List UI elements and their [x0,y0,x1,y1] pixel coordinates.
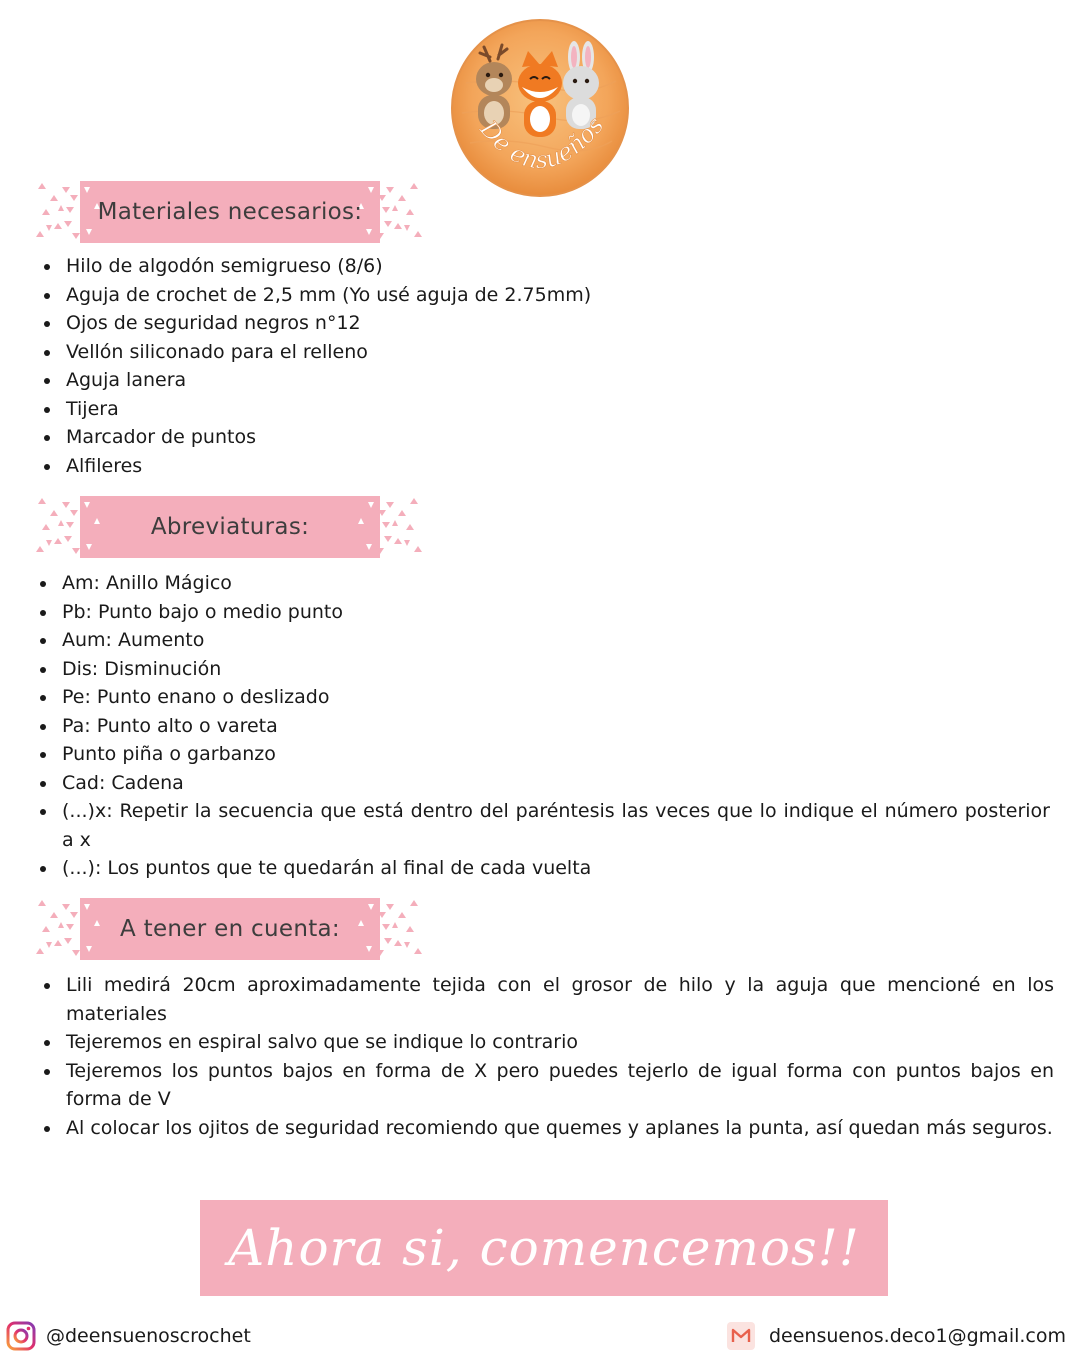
footer-email[interactable] [727,1321,1066,1351]
list-item: Aguja lanera [40,366,1040,395]
list-item: Dis: Disminución [36,655,1050,684]
list-item: Hilo de algodón semigrueso (8/6) [40,252,1040,281]
list-item: Punto piña o garbanzo [36,740,1050,769]
list-item: Tejeremos en espiral salvo que se indique lo contrario [40,1028,1054,1057]
footer-instagram[interactable] [6,1321,251,1351]
list-item: Pa: Punto alto o vareta [36,712,1050,741]
list-item: Pe: Punto enano o deslizado [36,683,1050,712]
email-address: deensuenos.deco1@gmail.com [768,1325,1066,1347]
list-item: Pb: Punto bajo o medio punto [36,598,1050,627]
notes-list [40,971,1054,1142]
list-item: (...): Los puntos que te quedarán al final de cada vuelta [36,854,1050,883]
cta-banner [200,1200,888,1296]
list-item: Lili medirá 20cm aproximadamente tejida con el grosor de hilo y la aguja que mencioné en los materiales [40,971,1054,1028]
instagram-icon [6,1321,36,1351]
brand-logo [446,13,634,203]
list-item: Alfileres [40,452,1040,481]
list-item: Tejeremos los puntos bajos en forma de X pero puedes tejerlo de igual forma con puntos bajos en forma de V [40,1057,1054,1114]
instagram-handle: @deensuenoscrochet [46,1325,251,1347]
notes-title: A tener en cuenta: [120,916,340,942]
abbreviations-header [34,496,426,558]
list-item: Aum: Aumento [36,626,1050,655]
materials-title: Materiales necesarios: [97,199,363,225]
list-item: Al colocar los ojitos de seguridad recomiendo que quemes y aplanes la punta, así quedan más seguros. [40,1114,1054,1143]
list-item: Vellón siliconado para el relleno [40,338,1040,367]
notes-header [34,898,426,960]
cta-text: Ahora si, comencemos!! [228,1219,860,1277]
list-item: Marcador de puntos [40,423,1040,452]
list-item: Aguja de crochet de 2,5 mm (Yo usé aguja de 2.75mm) [40,281,1040,310]
materials-header [34,181,426,243]
mail-icon [727,1322,755,1350]
abbreviations-list [36,569,1050,883]
list-item: Tijera [40,395,1040,424]
list-item: (...)x: Repetir la secuencia que está dentro del paréntesis las veces que lo indique el número posterior a x [36,797,1050,854]
materials-list [40,252,1040,480]
svg-text:De ensueños: De ensueños [474,111,610,175]
list-item: Cad: Cadena [36,769,1050,798]
list-item: Ojos de seguridad negros n°12 [40,309,1040,338]
list-item: Am: Anillo Mágico [36,569,1050,598]
abbreviations-title: Abreviaturas: [150,514,310,540]
